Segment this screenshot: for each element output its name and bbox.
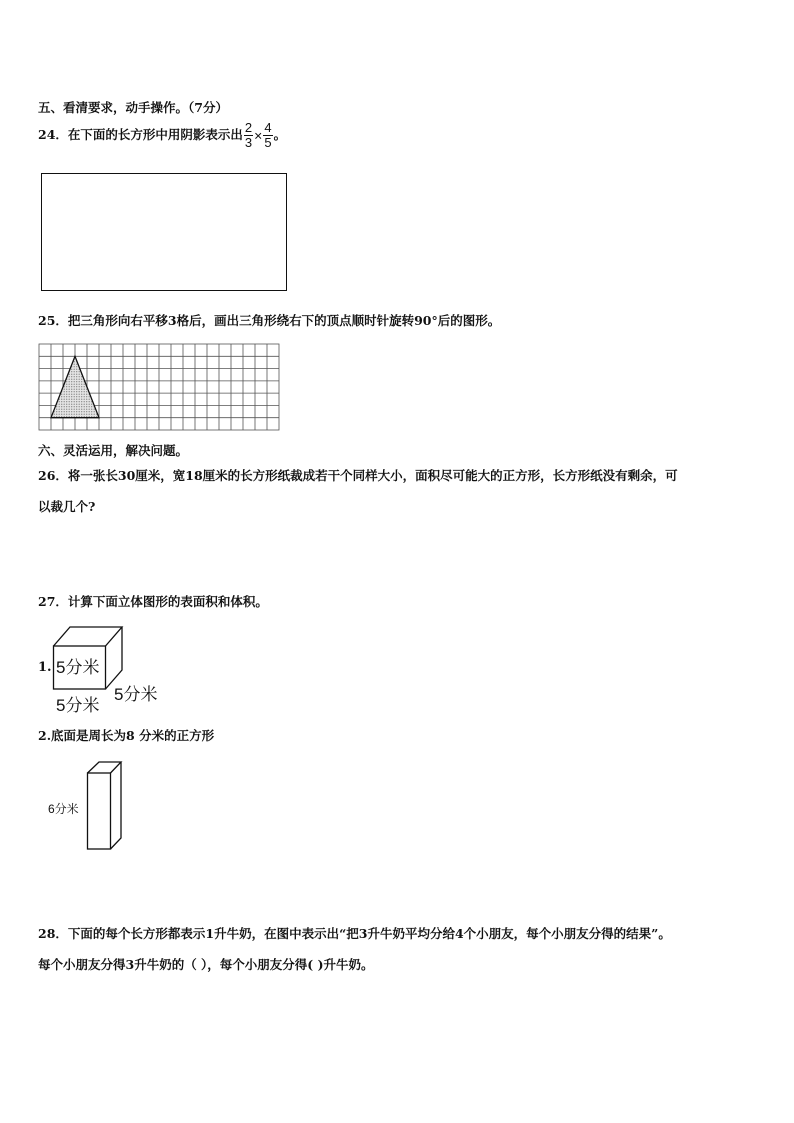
prism-figure xyxy=(85,760,125,852)
question-26-line-2: 以裁几个? xyxy=(38,499,96,514)
prism-top-face xyxy=(88,762,122,773)
cube-front-label: 5分米 xyxy=(56,658,100,677)
fraction-numerator: 2 xyxy=(244,120,253,135)
grid-with-triangle xyxy=(38,343,280,431)
fraction-4-5 xyxy=(263,121,272,150)
times-sign: × xyxy=(254,127,263,144)
fraction-2-3 xyxy=(244,121,253,150)
cube-bottom-label: 5分米 xyxy=(56,696,100,715)
question-24-suffix: 。 xyxy=(273,127,287,142)
question-24 xyxy=(38,121,286,150)
item-2-text: 2.底面是周长为8 分米的正方形 xyxy=(38,728,215,743)
question-28-line-2: 每个小朋友分得3升牛奶的（ ），每个小朋友分得( )升牛奶。 xyxy=(38,957,374,972)
question-26-line-1: 26．将一张长30厘米，宽18厘米的长方形纸裁成若干个同样大小，面积尽可能大的正方形，长方形纸没有剩余，可 xyxy=(38,468,678,483)
prism-front-face xyxy=(88,773,111,849)
question-28-line-1: 28．下面的每个长方形都表示1升牛奶，在图中表示出“把3升牛奶平均分给4个小朋友，每个小朋友分得的结果”。 xyxy=(38,926,671,941)
fraction-denominator: 5 xyxy=(264,135,272,150)
section-5-heading: 五、看清要求，动手操作。（7分） xyxy=(38,100,228,115)
fraction-denominator: 3 xyxy=(244,135,253,150)
item-1-number: 1. xyxy=(38,660,52,675)
question-25: 25．把三角形向右平移3格后，画出三角形绕右下的顶点顺时针旋转90°后的图形。 xyxy=(38,313,501,328)
section-6-heading: 六、灵活运用，解决问题。 xyxy=(38,443,189,458)
triangle-shape xyxy=(51,356,99,417)
prism-height-label: 6分米 xyxy=(48,802,79,816)
question-24-prefix: 24．在下面的长方形中用阴影表示出 xyxy=(38,127,243,142)
question-27: 27．计算下面立体图形的表面积和体积。 xyxy=(38,594,268,609)
fraction-numerator: 4 xyxy=(264,120,272,135)
cube-top-face xyxy=(54,627,123,646)
cube-side-label: 5分米 xyxy=(114,685,158,704)
prism-side-face xyxy=(111,762,122,849)
blank-rectangle xyxy=(41,173,287,291)
